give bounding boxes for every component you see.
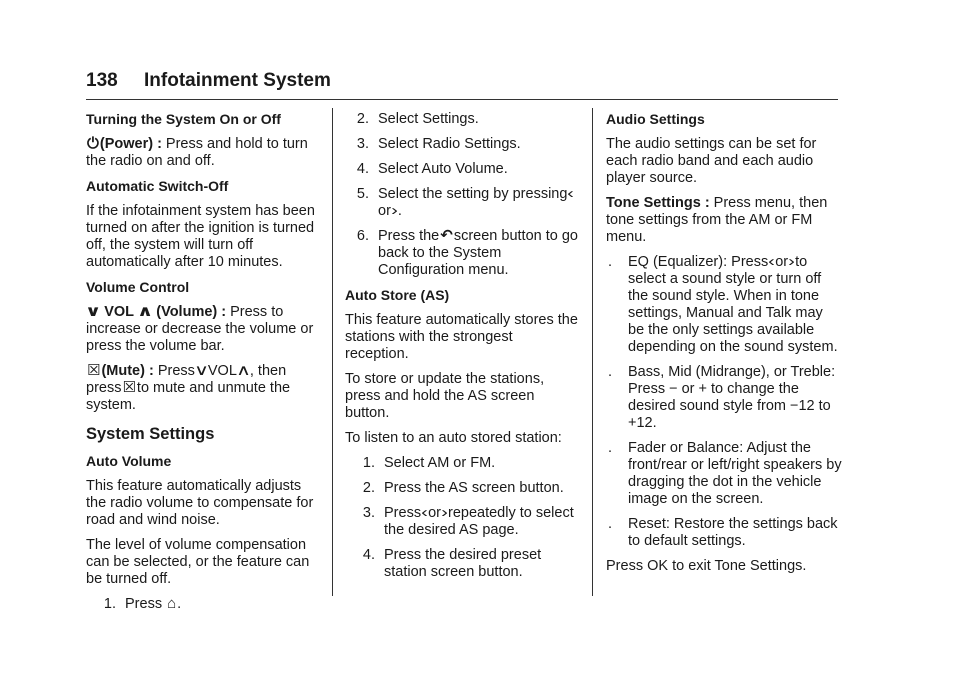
chevron-right-icon: › xyxy=(441,504,448,521)
chevron-right-icon: › xyxy=(788,253,795,270)
mute-icon: ☒ xyxy=(87,362,101,379)
chevron-right-icon: › xyxy=(391,202,398,219)
list-item: 2. Select Settings. xyxy=(356,111,479,127)
auto-switch-paragraph: If the infotainment system has been turned on after the ignition is turned off, the system will turn off automatically after 10 minutes. xyxy=(86,203,315,270)
chevron-up-icon: ∧ xyxy=(136,303,154,320)
chevron-down-icon: ∨ xyxy=(84,303,102,320)
mute-icon: ☒ xyxy=(122,379,136,396)
column-2 xyxy=(345,111,580,589)
home-icon: ⌂ xyxy=(167,595,177,612)
column-divider xyxy=(332,108,333,596)
chevron-left-icon: ‹ xyxy=(567,185,575,202)
heading-auto-switch-off: Automatic Switch-Off xyxy=(86,178,229,194)
list-item: 1. Press ⌂. xyxy=(103,595,182,612)
auto-store-steps xyxy=(345,455,580,581)
power-paragraph: ⏻(Power) : Press and hold to turn the radio on and off. xyxy=(86,135,308,169)
list-item: 3. Press‹or›repeatedly to select the desired AS page. xyxy=(362,504,574,538)
column-divider xyxy=(592,108,593,596)
listen-paragraph: To listen to an auto stored station: xyxy=(345,430,562,446)
list-item: 4. Press the desired preset station screen button. xyxy=(362,547,542,580)
list-item: 4. Select Auto Volume. xyxy=(356,161,508,177)
step-list-start xyxy=(86,596,318,613)
back-icon: ↶ xyxy=(440,227,453,244)
auto-volume-paragraph: This feature automatically adjusts the radio volume to compensate for road and wind noise. xyxy=(86,478,314,528)
power-icon: ⏻ xyxy=(87,135,99,152)
exit-paragraph: Press OK to exit Tone Settings. xyxy=(606,558,807,574)
chevron-up-icon: ∧ xyxy=(235,362,251,379)
heading-system-settings: System Settings xyxy=(86,425,215,443)
auto-volume-steps xyxy=(345,111,580,279)
audio-paragraph: The audio settings can be set for each radio band and each audio player source. xyxy=(606,136,817,186)
header-rule xyxy=(86,99,838,100)
heading-auto-store: Auto Store (AS) xyxy=(345,287,450,303)
tone-bullet-list xyxy=(606,254,842,550)
page-title: Infotainment System xyxy=(144,70,331,91)
heading-volume-control: Volume Control xyxy=(86,279,190,295)
auto-volume-paragraph-2: The level of volume compensation can be selected, or the feature can be turned off. xyxy=(86,537,310,587)
tone-paragraph: Tone Settings : Press menu, then tone settings from the AM or FM menu. xyxy=(606,195,828,245)
mute-paragraph: ☒(Mute) : Press∨VOL∧, then press☒to mute and unmute the system. xyxy=(86,362,291,413)
list-item: 5. Select the setting by pressing‹or›. xyxy=(356,185,575,219)
heading-audio-settings: Audio Settings xyxy=(606,111,705,127)
store-update-paragraph: To store or update the stations, press and hold the AS screen button. xyxy=(345,371,545,421)
list-item: 3. Select Radio Settings. xyxy=(356,136,521,152)
column-3 xyxy=(606,111,842,583)
chevron-down-icon: ∨ xyxy=(193,362,209,379)
list-item: 6. Press the↶screen button to go back to the System Configuration menu. xyxy=(356,227,578,278)
list-item: . Reset: Restore the settings back to default settings. xyxy=(608,516,838,549)
chevron-left-icon: ‹ xyxy=(421,504,428,521)
page-header xyxy=(86,70,838,98)
list-item: . EQ (Equalizer): Press‹or›to select a sound style or turn off the sound style. When in tone settings, Manual and Talk may be the only settings available depending on the sound system. xyxy=(608,253,838,355)
list-item: 2. Press the AS screen button. xyxy=(362,480,564,496)
chevron-left-icon: ‹ xyxy=(768,253,776,270)
auto-store-paragraph: This feature automatically stores the stations with the strongest reception. xyxy=(345,312,578,362)
volume-paragraph: ∨ VOL ∧ (Volume) : Press to increase or decrease the volume or press the volume bar. xyxy=(84,303,314,354)
heading-auto-volume: Auto Volume xyxy=(86,453,172,469)
list-item: 1. Select AM or FM. xyxy=(362,455,496,471)
list-item: . Fader or Balance: Adjust the front/rear or left/right speakers by dragging the dot in the vehicle image on the screen. xyxy=(608,440,842,507)
list-item: . Bass, Mid (Midrange), or Treble: Press − or + to change the desired sound style from −12 to +12. xyxy=(608,364,836,431)
page-number: 138 xyxy=(86,70,118,91)
column-1 xyxy=(86,111,318,621)
heading-turning-on-off: Turning the System On or Off xyxy=(86,111,281,127)
